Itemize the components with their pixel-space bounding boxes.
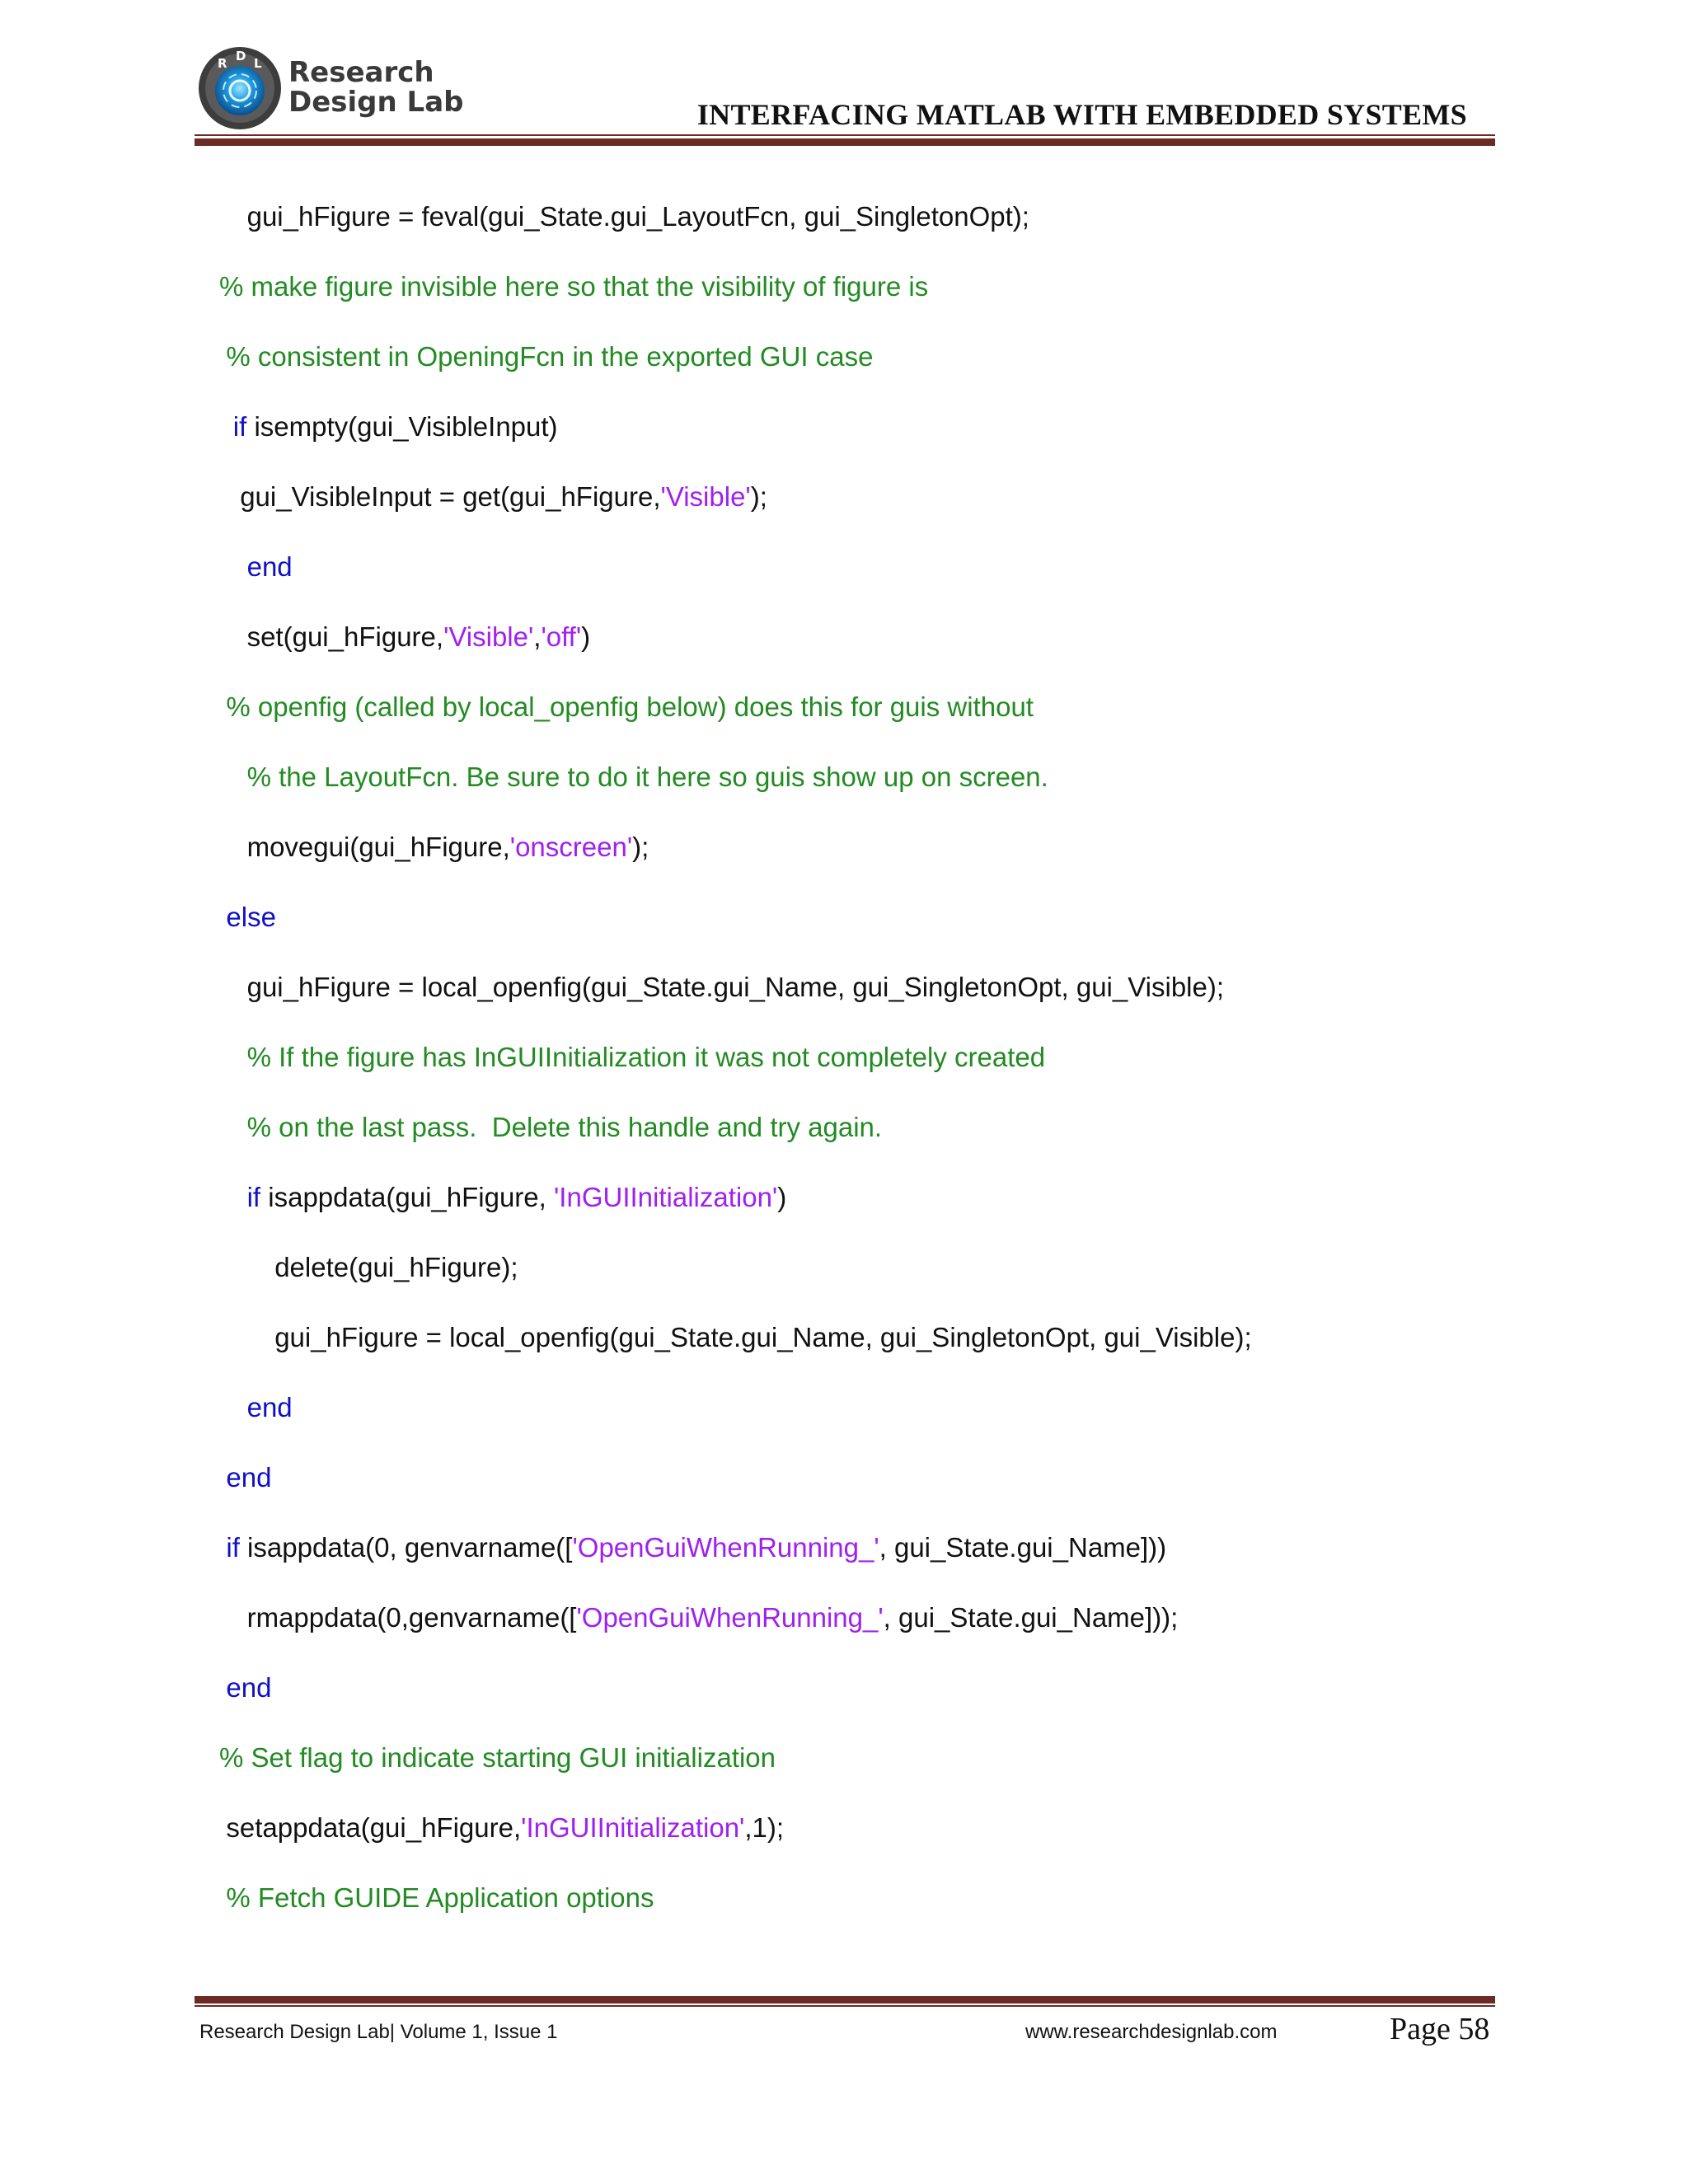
code-text: delete(gui_hFigure);: [274, 1252, 518, 1282]
code-comment: % on the last pass. Delete this handle and try again.: [246, 1112, 883, 1142]
code-comment: % the LayoutFcn. Be sure to do it here so guis show up on screen.: [246, 762, 1048, 792]
code-keyword: end: [246, 1392, 293, 1422]
footer-publication: Research Design Lab| Volume 1, Issue 1: [199, 2021, 558, 2043]
code-comment: % openfig (called by local_openfig below) does this for guis without: [226, 691, 1034, 722]
code-string: 'InGUIInitialization': [554, 1182, 778, 1212]
code-comment-line: [219, 270, 928, 303]
logo-line-2: Design Lab: [288, 86, 464, 119]
code-comment-line: [226, 1882, 654, 1915]
code-line: [247, 551, 293, 583]
code-text: ,: [533, 621, 542, 652]
code-string: 'InGUIInitialization': [521, 1812, 745, 1843]
code-comment: % If the figure has InGUIInitialization it was not completely created: [246, 1042, 1046, 1072]
code-string: 'OpenGuiWhenRunning_': [572, 1532, 879, 1563]
footer-rule-thin: [195, 2005, 1495, 2007]
code-text: rmappdata(0,genvarname([: [246, 1602, 577, 1633]
code-text: gui_hFigure = feval(gui_State.gui_LayoutFcn, gui_SingletonOpt);: [246, 201, 1029, 232]
code-line: [247, 1391, 293, 1424]
code-line: [247, 621, 591, 654]
code-comment-line: [226, 340, 873, 373]
code-line: [226, 1811, 784, 1844]
code-text: movegui(gui_hFigure,: [246, 832, 510, 862]
code-text: isappdata(0, genvarname([: [239, 1532, 573, 1563]
code-line: [247, 1601, 1179, 1634]
code-string: 'off': [541, 621, 582, 652]
code-line: [233, 410, 558, 443]
code-text: );: [632, 832, 649, 862]
code-keyword: else: [226, 902, 276, 932]
code-text: ): [581, 621, 591, 652]
code-text: gui_VisibleInput = get(gui_hFigure,: [240, 481, 661, 512]
code-line: [274, 1321, 1251, 1354]
logo-letter-d: D: [236, 49, 246, 63]
code-comment-line: [247, 1041, 1045, 1074]
code-line: [274, 1251, 518, 1284]
code-text: , gui_State.gui_Name])): [879, 1532, 1167, 1563]
logo-letters: [195, 43, 285, 134]
code-text: ,1);: [744, 1812, 785, 1843]
code-keyword: end: [226, 1462, 272, 1493]
code-comment-line: [219, 1741, 776, 1774]
footer-website-link[interactable]: www.researchdesignlab.com: [1025, 2021, 1278, 2043]
code-line: [247, 1181, 787, 1214]
header-rule-thick: [195, 138, 1495, 146]
code-line: [247, 831, 649, 864]
document-header-title: INTERFACING MATLAB WITH EMBEDDED SYSTEMS: [696, 98, 1467, 131]
code-text: , gui_State.gui_Name]));: [883, 1602, 1179, 1633]
code-line: [240, 480, 767, 513]
code-text: );: [750, 481, 767, 512]
code-text: ): [777, 1182, 787, 1212]
code-text: isappdata(gui_hFigure,: [260, 1182, 554, 1212]
code-comment: % Fetch GUIDE Application options: [226, 1882, 654, 1913]
code-comment: % consistent in OpeningFcn in the exported GUI case: [226, 341, 874, 372]
code-comment-line: [226, 691, 1034, 724]
code-line: [226, 901, 276, 934]
footer-rule-thick: [195, 1996, 1495, 2004]
code-keyword: if: [226, 1532, 240, 1563]
code-comment-line: [247, 761, 1048, 794]
code-line: [226, 1671, 271, 1704]
code-string: 'Visible': [660, 481, 751, 512]
code-keyword: end: [246, 551, 293, 582]
code-line: [226, 1531, 1166, 1564]
code-comment: % Set flag to indicate starting GUI initialization: [219, 1742, 776, 1773]
code-text: gui_hFigure = local_openfig(gui_State.gui_Name, gui_SingletonOpt, gui_Visible);: [246, 972, 1225, 1002]
code-string: 'Visible': [443, 621, 534, 652]
code-text: set(gui_hFigure,: [246, 621, 444, 652]
code-string: 'onscreen': [509, 832, 633, 862]
page-number: Page 58: [1390, 2012, 1490, 2046]
code-keyword: if: [232, 411, 247, 442]
code-line: [226, 1461, 271, 1494]
code-comment-line: [247, 1111, 882, 1144]
code-text: gui_hFigure = local_openfig(gui_State.gui_Name, gui_SingletonOpt, gui_Visible);: [274, 1322, 1252, 1352]
code-text: setappdata(gui_hFigure,: [226, 1812, 522, 1843]
code-line: [247, 200, 1029, 233]
code-comment: % make figure invisible here so that the visibility of figure is: [219, 271, 929, 302]
code-text: isempty(gui_VisibleInput): [246, 411, 558, 442]
logo-letter-l: L: [254, 56, 262, 71]
code-keyword: end: [226, 1672, 272, 1703]
logo-wordmark: [288, 58, 464, 117]
header-rule-thin: [195, 134, 1495, 136]
code-string: 'OpenGuiWhenRunning_': [576, 1602, 884, 1633]
logo-line-1: Research: [288, 56, 434, 89]
code-keyword: if: [246, 1182, 261, 1212]
logo-letter-r: R: [218, 56, 227, 71]
code-line: [247, 971, 1224, 1004]
